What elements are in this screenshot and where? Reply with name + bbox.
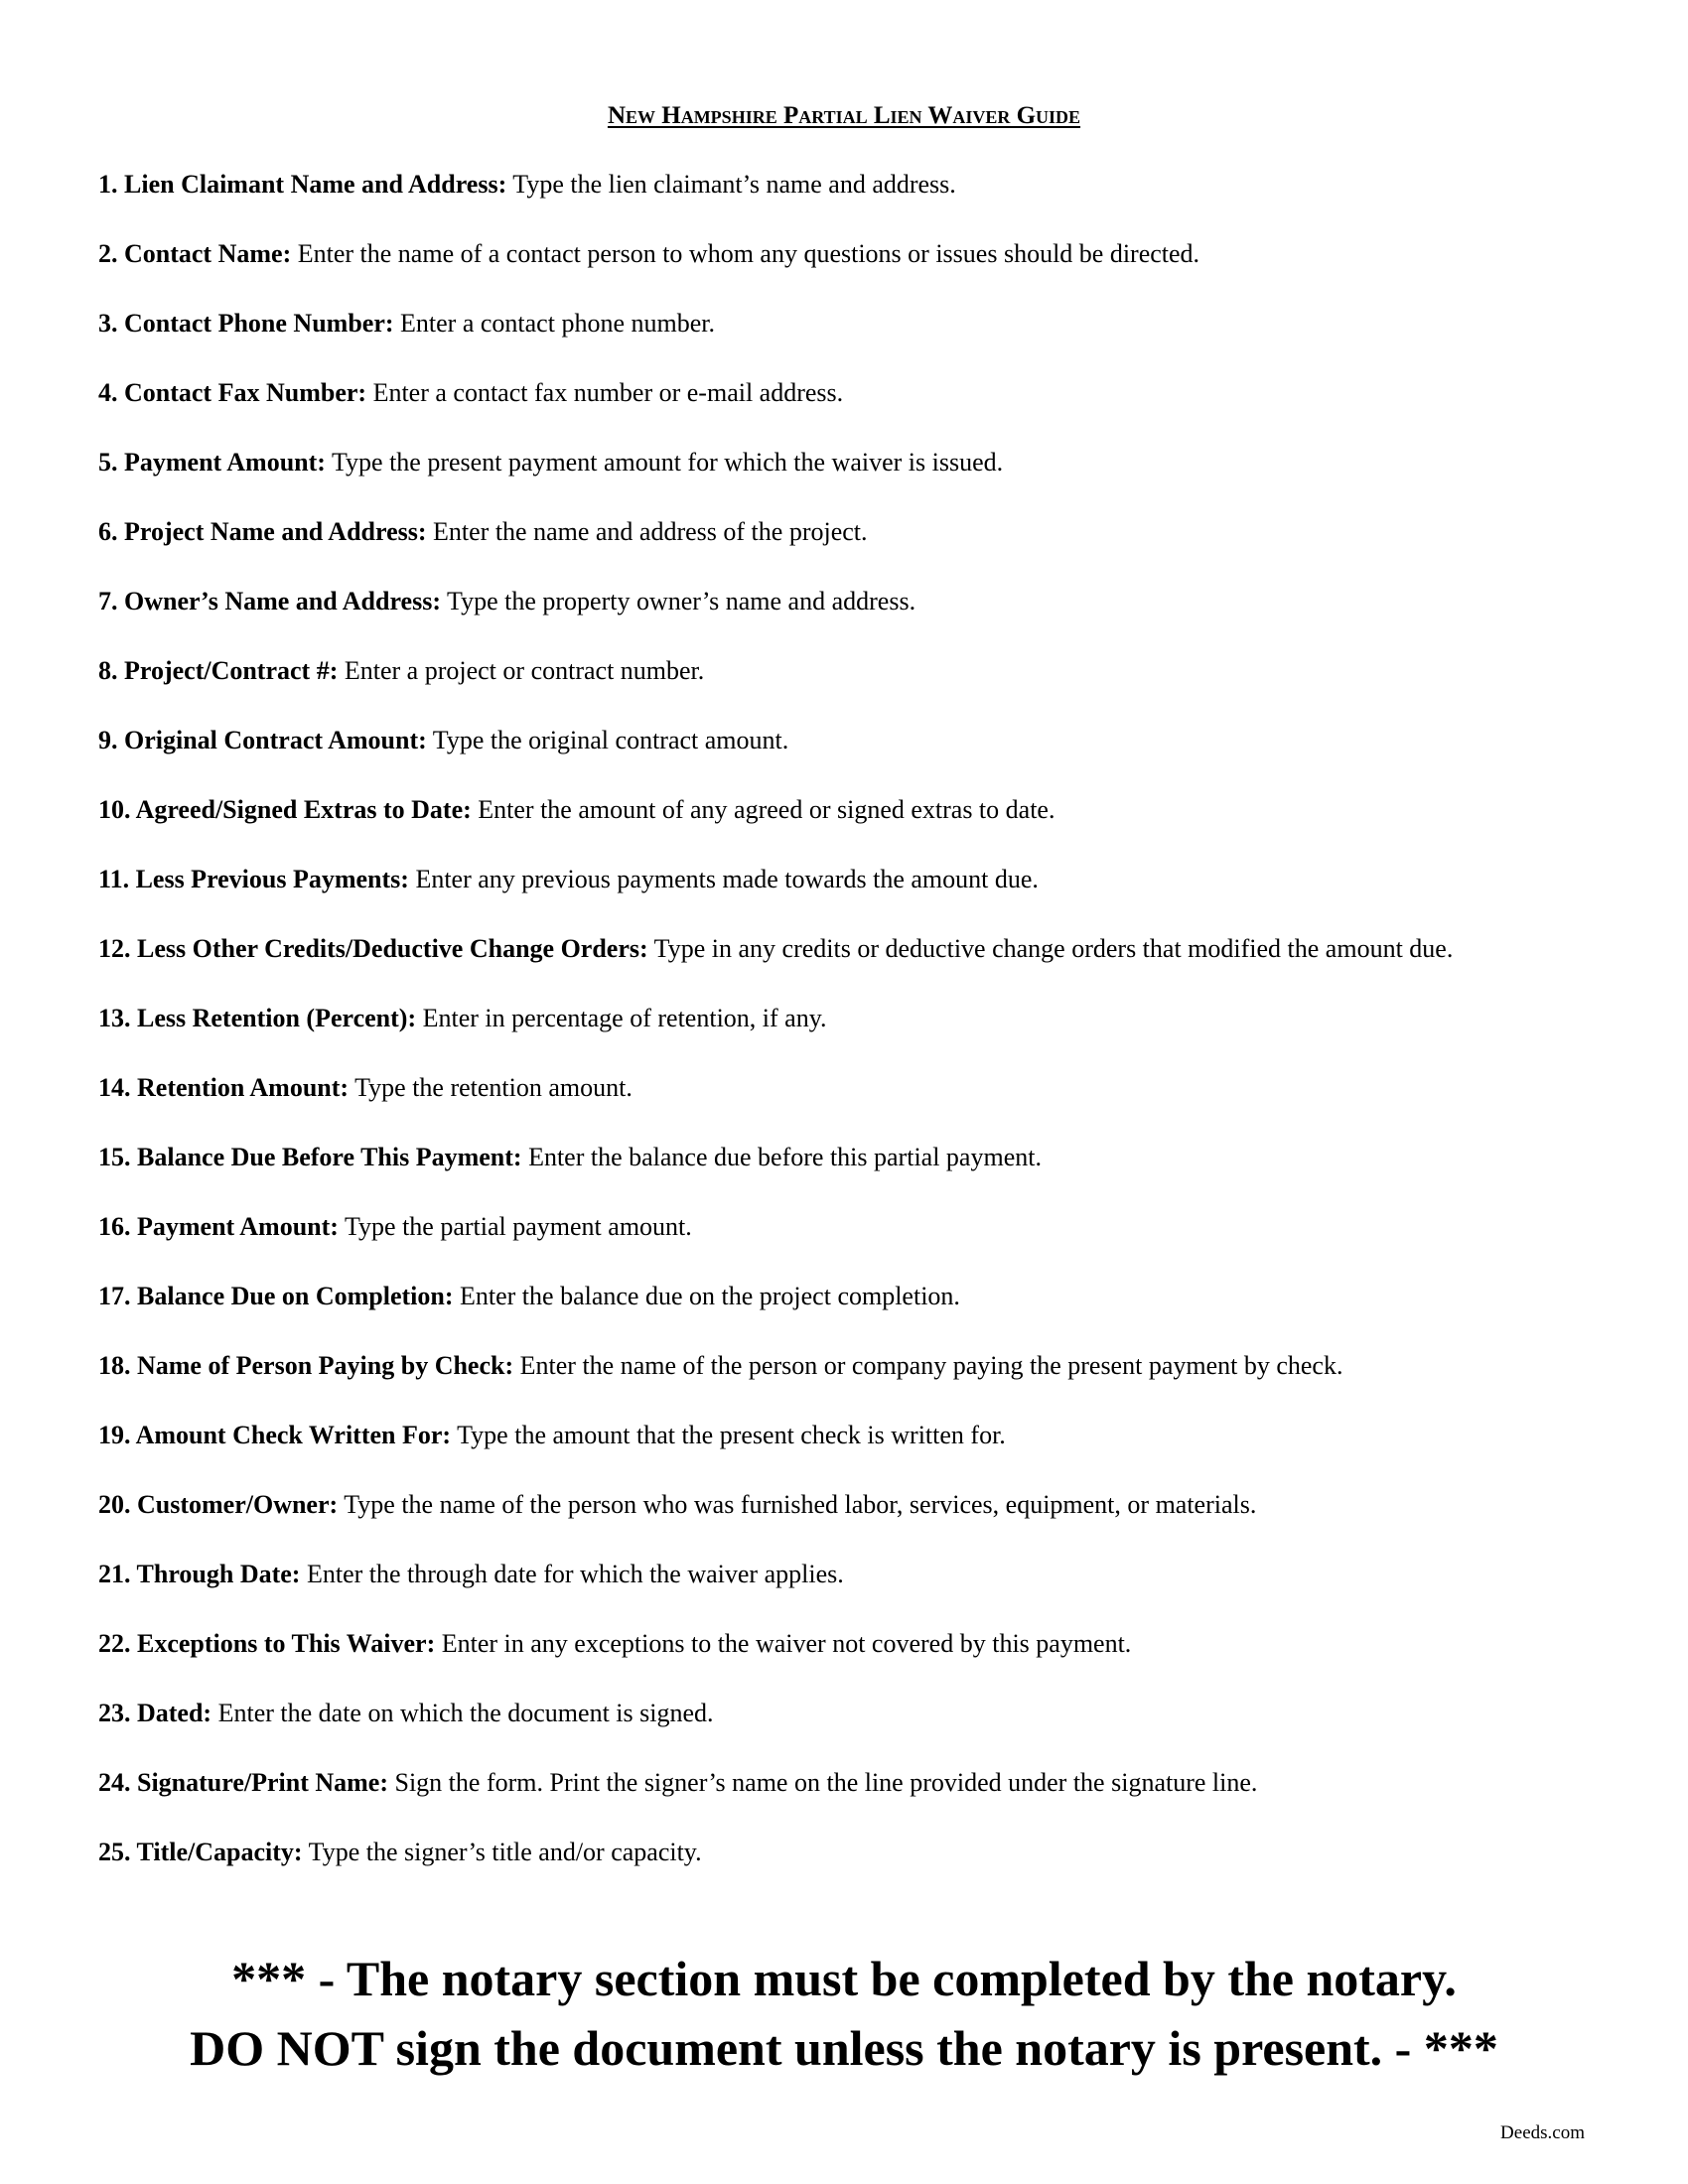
- list-item: [98, 584, 1588, 619]
- list-item: [98, 236, 1588, 272]
- item-label: 3. Contact Phone Number:: [98, 309, 394, 338]
- list-item: [98, 1279, 1588, 1314]
- notary-notice-line-1: *** - The notary section must be completed by the notary.: [231, 1951, 1457, 2006]
- list-item: [98, 306, 1588, 341]
- item-label: 4. Contact Fax Number:: [98, 378, 367, 407]
- item-text: Enter the balance due on the project completion.: [453, 1282, 960, 1310]
- item-text: Enter the name of a contact person to whom any questions or issues should be directed.: [291, 239, 1200, 268]
- instruction-list: [98, 167, 1588, 1904]
- item-text: Type the original contract amount.: [426, 726, 789, 754]
- item-text: Enter the name and address of the project.: [426, 517, 868, 546]
- list-item: [98, 514, 1588, 550]
- item-label: 8. Project/Contract #:: [98, 656, 339, 685]
- item-label: 11. Less Previous Payments:: [98, 865, 409, 893]
- item-label: 23. Dated:: [98, 1699, 212, 1727]
- item-text: Enter the through date for which the waiver applies.: [300, 1560, 844, 1588]
- item-text: Enter any previous payments made towards the amount due.: [408, 865, 1039, 893]
- list-item: [98, 1348, 1588, 1384]
- item-label: 10. Agreed/Signed Extras to Date:: [98, 795, 472, 824]
- item-text: Sign the form. Print the signer’s name on the line provided under the signature line.: [388, 1768, 1258, 1797]
- item-text: Type the retention amount.: [349, 1073, 633, 1102]
- list-item: [98, 653, 1588, 689]
- list-item: [98, 375, 1588, 411]
- item-label: 24. Signature/Print Name:: [98, 1768, 388, 1797]
- list-item: [98, 1487, 1588, 1523]
- item-text: Enter a contact fax number or e-mail address.: [366, 378, 844, 407]
- item-label: 1. Lien Claimant Name and Address:: [98, 170, 507, 199]
- item-text: Type the partial payment amount.: [338, 1212, 692, 1241]
- item-text: Type the name of the person who was furnished labor, services, equipment, or materials.: [338, 1490, 1257, 1519]
- item-label: 9. Original Contract Amount:: [98, 726, 427, 754]
- list-item: [98, 792, 1588, 828]
- list-item: [98, 1070, 1588, 1106]
- footer-brand: Deeds.com: [1500, 2122, 1585, 2143]
- item-label: 14. Retention Amount:: [98, 1073, 350, 1102]
- list-item: [98, 1001, 1588, 1036]
- item-text: Type the lien claimant’s name and address.: [506, 170, 956, 199]
- item-label: 19. Amount Check Written For:: [98, 1421, 452, 1449]
- list-item: [98, 1835, 1588, 1870]
- item-text: Enter in percentage of retention, if any.: [416, 1004, 827, 1032]
- page-title: New Hampshire Partial Lien Waiver Guide: [607, 102, 1081, 129]
- list-item: [98, 1765, 1588, 1801]
- item-text: Enter a project or contract number.: [338, 656, 705, 685]
- list-item: [98, 1626, 1588, 1662]
- item-text: Enter a contact phone number.: [393, 309, 715, 338]
- list-item: [98, 1209, 1588, 1245]
- item-label: 15. Balance Due Before This Payment:: [98, 1143, 522, 1171]
- item-label: 6. Project Name and Address:: [98, 517, 427, 546]
- item-text: Type the amount that the present check is written for.: [451, 1421, 1006, 1449]
- notary-notice-line-2: DO NOT sign the document unless the notary is present. - ***: [190, 2020, 1498, 2076]
- item-label: 7. Owner’s Name and Address:: [98, 587, 441, 615]
- list-item: [98, 1557, 1588, 1592]
- item-text: Enter the amount of any agreed or signed extras to date.: [471, 795, 1055, 824]
- item-label: 25. Title/Capacity:: [98, 1838, 303, 1866]
- item-text: Type in any credits or deductive change orders that modified the amount due.: [647, 934, 1454, 963]
- list-item: [98, 1140, 1588, 1175]
- item-label: 5. Payment Amount:: [98, 448, 326, 477]
- list-item: [98, 167, 1588, 203]
- item-text: Type the signer’s title and/or capacity.: [302, 1838, 702, 1866]
- item-text: Type the property owner’s name and address.: [440, 587, 916, 615]
- list-item: [98, 1418, 1588, 1453]
- list-item: [98, 862, 1588, 897]
- item-text: Enter the name of the person or company paying the present payment by check.: [513, 1351, 1343, 1380]
- item-text: Enter the balance due before this partial payment.: [521, 1143, 1042, 1171]
- item-label: 13. Less Retention (Percent):: [98, 1004, 417, 1032]
- list-item: [98, 931, 1588, 967]
- item-label: 20. Customer/Owner:: [98, 1490, 339, 1519]
- item-label: 2. Contact Name:: [98, 239, 292, 268]
- item-label: 22. Exceptions to This Waiver:: [98, 1629, 436, 1658]
- item-label: 21. Through Date:: [98, 1560, 301, 1588]
- item-text: Enter the date on which the document is signed.: [211, 1699, 714, 1727]
- notary-notice: [0, 1944, 1688, 2083]
- item-label: 17. Balance Due on Completion:: [98, 1282, 454, 1310]
- item-label: 16. Payment Amount:: [98, 1212, 339, 1241]
- list-item: [98, 1696, 1588, 1731]
- item-label: 18. Name of Person Paying by Check:: [98, 1351, 514, 1380]
- item-text: Type the present payment amount for which the waiver is issued.: [325, 448, 1004, 477]
- item-text: Enter in any exceptions to the waiver not covered by this payment.: [435, 1629, 1132, 1658]
- item-label: 12. Less Other Credits/Deductive Change Orders:: [98, 934, 648, 963]
- list-item: [98, 723, 1588, 758]
- list-item: [98, 445, 1588, 480]
